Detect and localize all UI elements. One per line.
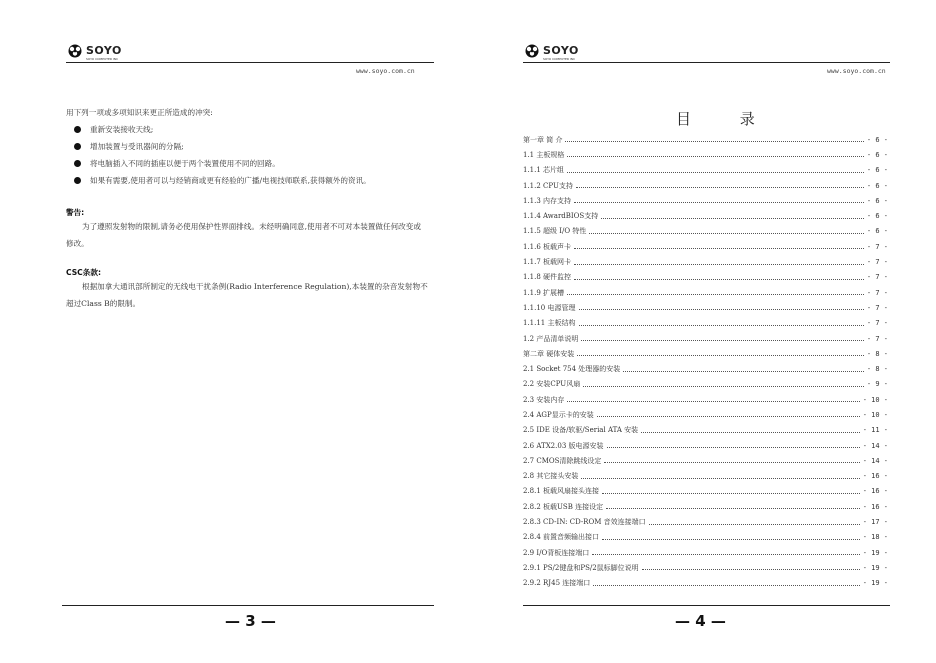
logo-wordmark: SOYO xyxy=(543,44,579,57)
soyo-logo-icon xyxy=(523,44,541,58)
toc-leader-dots xyxy=(601,218,864,219)
bullet-icon xyxy=(74,143,81,150)
toc-entry-page: - 6 - xyxy=(866,150,888,159)
toc-entry[interactable] xyxy=(523,208,888,223)
footer-rule xyxy=(523,605,890,606)
toc-entry-title: 2.2 安装CPU风扇 xyxy=(523,380,581,389)
bullet-text: 增加装置与受讯器间的分隔; xyxy=(90,142,184,151)
toc-entry-page: - 16 - xyxy=(862,487,888,496)
toc-leader-dots xyxy=(642,569,860,570)
toc-leader-dots xyxy=(574,264,864,265)
toc-entry[interactable] xyxy=(523,514,888,529)
soyo-logo xyxy=(66,43,122,59)
list-item xyxy=(74,155,371,172)
toc-entry[interactable] xyxy=(523,545,888,560)
toc-entry-title: 2.9 I/O背板连接端口 xyxy=(523,548,590,557)
list-item xyxy=(74,138,371,155)
toc-entry-page: - 8 - xyxy=(866,365,888,374)
toc-leader-dots xyxy=(574,202,864,203)
toc-entry-page: - 19 - xyxy=(862,563,888,572)
toc-entry[interactable] xyxy=(523,132,888,147)
page-number: — 4 — xyxy=(675,612,726,630)
toc-entry-page: - 8 - xyxy=(866,349,888,358)
toc-entry-title: 1.1 主板规格 xyxy=(523,150,565,159)
toc-entry-title: 2.8 其它接头安装 xyxy=(523,472,579,481)
bullet-icon xyxy=(74,126,81,133)
toc-entry-page: - 18 - xyxy=(862,533,888,542)
right-page xyxy=(468,0,936,663)
toc-entry[interactable] xyxy=(523,254,888,269)
toc-entry[interactable] xyxy=(523,423,888,438)
logo-tagline: SOYO COMPUTER INC xyxy=(86,57,119,61)
toc-entry[interactable] xyxy=(523,453,888,468)
warning-text: 为了遵照发射物的限制,请务必使用保护性界面排线。未经明确同意,使用者不可对本装置做任何改变或修改。 xyxy=(66,222,421,248)
header-url: www.soyo.com.cn xyxy=(827,67,886,75)
toc-leader-dots xyxy=(597,416,860,417)
toc-entry-page: - 17 - xyxy=(862,518,888,527)
list-item xyxy=(74,172,371,189)
toc-leader-dots xyxy=(602,539,860,540)
toc-entry-page: - 7 - xyxy=(866,242,888,251)
csc-text: 根据加拿大通讯部所制定的无线电干扰条例(Radio Interference Regulation),本装置的杂音发射物不超过Class B的限制。 xyxy=(66,282,428,308)
toc-entry-title: 2.4 AGP显示卡的安装 xyxy=(523,410,594,419)
toc-entry[interactable] xyxy=(523,576,888,591)
intro-text: 用下列一项或多项知识来更正所造成的冲突: xyxy=(66,108,213,117)
left-page-content xyxy=(66,104,434,334)
toc-entry-page: - 10 - xyxy=(862,410,888,419)
toc-entry[interactable] xyxy=(523,499,888,514)
toc-entry[interactable] xyxy=(523,285,888,300)
toc-entry[interactable] xyxy=(523,530,888,545)
toc-leader-dots xyxy=(593,585,859,586)
bullet-icon xyxy=(74,177,81,184)
toc-entry-page: - 16 - xyxy=(862,502,888,511)
toc-entry[interactable] xyxy=(523,270,888,285)
toc-leader-dots xyxy=(649,524,860,525)
soyo-logo-icon xyxy=(66,44,84,58)
toc-entry-page: - 7 - xyxy=(866,258,888,267)
toc-entry-page: - 6 - xyxy=(866,166,888,175)
toc-leader-dots xyxy=(567,294,864,295)
toc-leader-dots xyxy=(576,187,864,188)
toc-entry[interactable] xyxy=(523,224,888,239)
toc-leader-dots xyxy=(565,141,863,142)
toc-entry-title: 第一章 简 介 xyxy=(523,135,563,144)
toc-entry[interactable] xyxy=(523,361,888,376)
toc-entry-title: 第二章 硬体安装 xyxy=(523,349,575,358)
toc-entry-title: 1.1.7 板载网卡 xyxy=(523,258,572,267)
toc-entry-title: 1.1.1 芯片组 xyxy=(523,166,565,175)
toc-leader-dots xyxy=(604,462,859,463)
toc-entry[interactable] xyxy=(523,178,888,193)
toc-leader-dots xyxy=(607,447,860,448)
toc-entry-page: - 6 - xyxy=(866,227,888,236)
toc-entry-page: - 11 - xyxy=(862,426,888,435)
toc-entry[interactable] xyxy=(523,407,888,422)
bullet-text: 重新安装接收天线; xyxy=(90,125,154,134)
toc-entry-page: - 6 - xyxy=(866,212,888,221)
toc-leader-dots xyxy=(577,355,864,356)
toc-entry-title: 1.1.3 内存支持 xyxy=(523,196,572,205)
header-rule xyxy=(523,62,890,63)
footer-rule xyxy=(62,605,434,606)
table-of-contents xyxy=(523,132,888,591)
bullet-list xyxy=(74,121,371,189)
toc-entry-page: - 19 - xyxy=(862,548,888,557)
toc-entry-title: 2.8.4 前置音频输出接口 xyxy=(523,533,600,542)
toc-leader-dots xyxy=(592,554,859,555)
toc-entry-page: - 6 - xyxy=(866,135,888,144)
toc-entry-title: 1.1.8 硬件监控 xyxy=(523,273,572,282)
toc-entry-title: 2.8.1 板载风扇接头连接 xyxy=(523,487,600,496)
toc-entry-page: - 10 - xyxy=(862,395,888,404)
toc-entry[interactable] xyxy=(523,484,888,499)
logo-tagline: SOYO COMPUTER INC xyxy=(543,57,576,61)
toc-entry-title: 1.1.10 电源管理 xyxy=(523,303,576,312)
toc-leader-dots xyxy=(581,340,864,341)
toc-entry[interactable] xyxy=(523,438,888,453)
toc-entry[interactable] xyxy=(523,560,888,575)
toc-entry[interactable] xyxy=(523,346,888,361)
toc-entry-title: 2.6 ATX2.03 版电源安装 xyxy=(523,441,604,450)
toc-entry-page: - 7 - xyxy=(866,334,888,343)
toc-leader-dots xyxy=(579,309,864,310)
toc-leader-dots xyxy=(581,478,859,479)
toc-entry-page: - 7 - xyxy=(866,288,888,297)
toc-entry-page: - 7 - xyxy=(866,273,888,282)
bullet-icon xyxy=(74,160,81,167)
toc-entry-page: - 6 - xyxy=(866,181,888,190)
toc-leader-dots xyxy=(589,233,864,234)
toc-entry[interactable] xyxy=(523,469,888,484)
toc-entry-page: - 7 - xyxy=(866,319,888,328)
page-number: — 3 — xyxy=(225,612,276,630)
toc-leader-dots xyxy=(606,508,860,509)
toc-leader-dots xyxy=(574,279,864,280)
toc-entry-title: 1.1.4 AwardBIOS支持 xyxy=(523,212,599,221)
toc-entry-title: 1.1.11 主板结构 xyxy=(523,319,576,328)
csc-heading: CSC条款: xyxy=(66,268,101,277)
toc-entry[interactable] xyxy=(523,377,888,392)
toc-entry-title: 1.1.6 板载声卡 xyxy=(523,242,572,251)
toc-leader-dots xyxy=(623,371,864,372)
toc-entry-page: - 14 - xyxy=(862,456,888,465)
toc-entry-title: 2.1 Socket 754 处理器的安装 xyxy=(523,365,621,374)
toc-leader-dots xyxy=(579,325,864,326)
logo-wordmark: SOYO xyxy=(86,44,122,57)
bullet-text: 如果有需要,使用者可以与经销商或更有经验的广播/电视技师联系,获得额外的资讯。 xyxy=(90,176,371,185)
toc-entry-page: - 16 - xyxy=(862,472,888,481)
toc-title: 目 录 xyxy=(676,110,777,128)
toc-entry[interactable] xyxy=(523,316,888,331)
toc-entry-title: 2.7 CMOS清除跳线设定 xyxy=(523,456,602,465)
toc-entry-page: - 6 - xyxy=(866,196,888,205)
toc-entry[interactable] xyxy=(523,392,888,407)
toc-entry-page: - 19 - xyxy=(862,579,888,588)
toc-entry[interactable] xyxy=(523,193,888,208)
header-rule xyxy=(66,62,434,63)
toc-entry-page: - 9 - xyxy=(866,380,888,389)
toc-entry-title: 2.5 IDE 设备/软驱/Serial ATA 安装 xyxy=(523,426,639,435)
toc-leader-dots xyxy=(567,401,859,402)
toc-entry-title: 1.1.5 超级 I/O 特性 xyxy=(523,227,587,236)
toc-leader-dots xyxy=(602,493,860,494)
toc-entry-title: 2.9.1 PS/2键盘和PS/2鼠标脚位说明 xyxy=(523,563,639,572)
toc-leader-dots xyxy=(567,172,864,173)
toc-leader-dots xyxy=(574,248,864,249)
toc-entry-title: 2.8.3 CD-IN: CD-ROM 音效连接端口 xyxy=(523,518,646,527)
toc-entry-title: 1.1.2 CPU支持 xyxy=(523,181,573,190)
toc-leader-dots xyxy=(641,432,860,433)
warning-heading: 警告: xyxy=(66,208,85,217)
toc-entry[interactable] xyxy=(523,300,888,315)
toc-entry[interactable] xyxy=(523,331,888,346)
toc-entry-title: 2.3 安装内存 xyxy=(523,395,565,404)
toc-entry[interactable] xyxy=(523,147,888,162)
toc-entry-title: 1.2 产品清单说明 xyxy=(523,334,579,343)
toc-entry-title: 2.8.2 板载USB 连接设定 xyxy=(523,502,604,511)
header-url: www.soyo.com.cn xyxy=(356,67,415,75)
toc-entry-page: - 7 - xyxy=(866,303,888,312)
bullet-text: 将电脑插入不同的插座以便于两个装置使用不同的回路。 xyxy=(90,159,280,168)
toc-entry[interactable] xyxy=(523,239,888,254)
toc-entry-title: 1.1.9 扩展槽 xyxy=(523,288,565,297)
toc-entry-title: 2.9.2 RJ45 连接端口 xyxy=(523,579,591,588)
toc-entry[interactable] xyxy=(523,163,888,178)
list-item xyxy=(74,121,371,138)
toc-leader-dots xyxy=(583,386,864,387)
toc-entry-page: - 14 - xyxy=(862,441,888,450)
toc-leader-dots xyxy=(567,156,864,157)
soyo-logo xyxy=(523,43,579,59)
